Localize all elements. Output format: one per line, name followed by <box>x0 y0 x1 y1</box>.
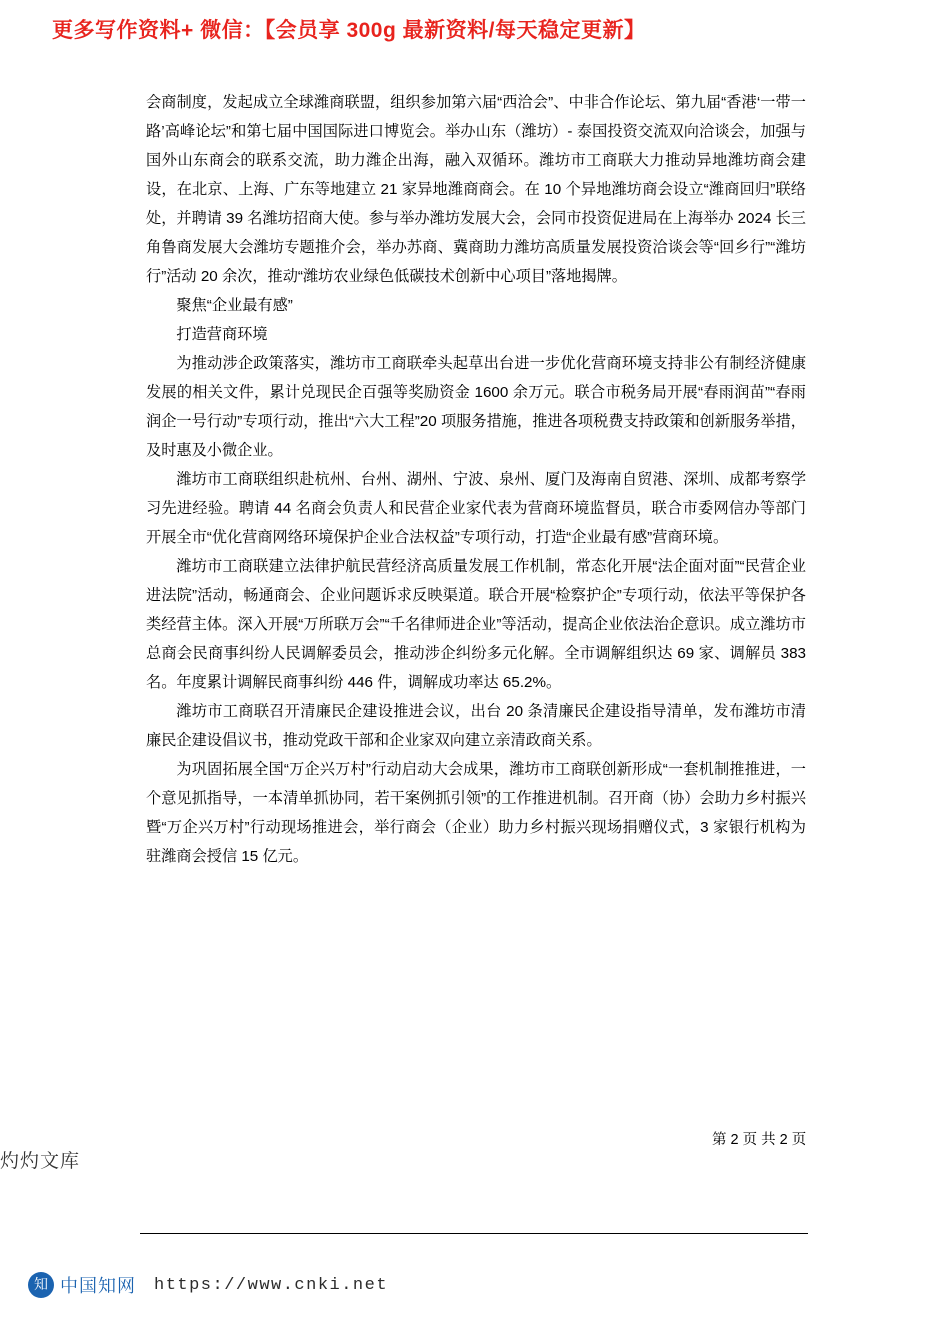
paragraph: 潍坊市工商联建立法律护航民营经济高质量发展工作机制，常态化开展“法企面对面”“民营企业进法院”活动，畅通商会、企业问题诉求反映渠道。联合开展“检察护企”专项行动，依法平等保护各类经营主体。深入开展“万所联万会”“千名律师进企业”等活动，提高企业依法治企意识。成立潍坊市总商会民商事纠纷人民调解委员会，推动涉企纠纷多元化解。全市调解组织达 69 家、调解员 383 名。年度累计调解民商事纠纷 446 件，调解成功率达 65.2%。 <box>146 558 806 691</box>
promo-banner-lead: 更多写作资料+ 微信： <box>52 19 265 42</box>
cnki-url: https://www.cnki.net <box>154 1275 389 1295</box>
cnki-logo <box>28 1272 136 1298</box>
footer-divider <box>140 1233 808 1234</box>
document-text-body <box>146 88 806 871</box>
promo-banner <box>52 14 902 44</box>
cnki-logo-icon: 知 <box>28 1272 54 1298</box>
promo-banner-highlight: 【会员享 300g 最新资料/每天稳定更新】 <box>264 19 646 42</box>
paragraph: 为推动涉企政策落实，潍坊市工商联牵头起草出台进一步优化营商环境支持非公有制经济健康发展的相关文件，累计兑现民企百强等奖励资金 1600 余万元。联合市税务局开展“春雨润苗”“春雨润企一号行动”专项行动，推出“六大工程”20 项服务措施，推进各项税费支持政策和创新服务举措，及时惠及小微企业。 <box>146 355 806 459</box>
paragraph: 潍坊市工商联召开清廉民企建设推进会议，出台 20 条清廉民企建设指导清单，发布潍坊市清廉民企建设倡议书，推动党政干部和企业家双向建立亲清政商关系。 <box>146 703 806 749</box>
page-number: 第 2 页 共 2 页 <box>712 1132 807 1148</box>
paragraph: 潍坊市工商联组织赴杭州、台州、湖州、宁波、泉州、厦门及海南自贸港、深圳、成都考察学习先进经验。聘请 44 名商会负责人和民营企业家代表为营商环境监督员，联合市委网信办等部门开展全市“优化营商网络环境保护企业合法权益”专项行动，打造“企业最有感”营商环境。 <box>146 471 806 546</box>
cnki-footer <box>28 1272 388 1298</box>
paragraph: 为巩固拓展全国“万企兴万村”行动启动大会成果，潍坊市工商联创新形成“一套机制推推进，一个意见抓指导，一本清单抓协同，若干案例抓引领”的工作推进机制。召开商（协）会助力乡村振兴暨“万企兴万村”行动现场推进会，举行商会（企业）助力乡村振兴现场捐赠仪式，3 家银行机构为驻潍商会授信 15 亿元。 <box>146 761 806 865</box>
paragraph: 打造营商环境 <box>176 326 268 343</box>
paragraph: 聚焦“企业最有感” <box>176 297 293 314</box>
cnki-logo-label: 中国知网 <box>60 1276 136 1296</box>
paragraph: 会商制度，发起成立全球潍商联盟，组织参加第六届“西洽会”、中非合作论坛、第九届“香港‘一带一路’高峰论坛”和第七届中国国际进口博览会。举办山东（潍坊）- 泰国投资交流双向洽谈会，加强与国外山东商会的联系交流，助力潍企出海，融入双循环。潍坊市工商联大力推动异地潍坊商会建设，在北京、上海、广东等地建立 21 家异地潍商商会。在 10 个异地潍坊商会设立“潍商回归”联络处，并聘请 39 名潍坊招商大使。参与举办潍坊发展大会，会同市投资促进局在上海举办 2024 长三角鲁商发展大会潍坊专题推介会，举办苏商、冀商助力潍坊高质量发展投资洽谈会等“回乡行”“潍坊行”活动 20 余次，推动“潍坊农业绿色低碳技术创新中心项目”落地揭牌。 <box>146 94 806 285</box>
watermark-library: 灼灼文库 <box>0 1151 81 1172</box>
